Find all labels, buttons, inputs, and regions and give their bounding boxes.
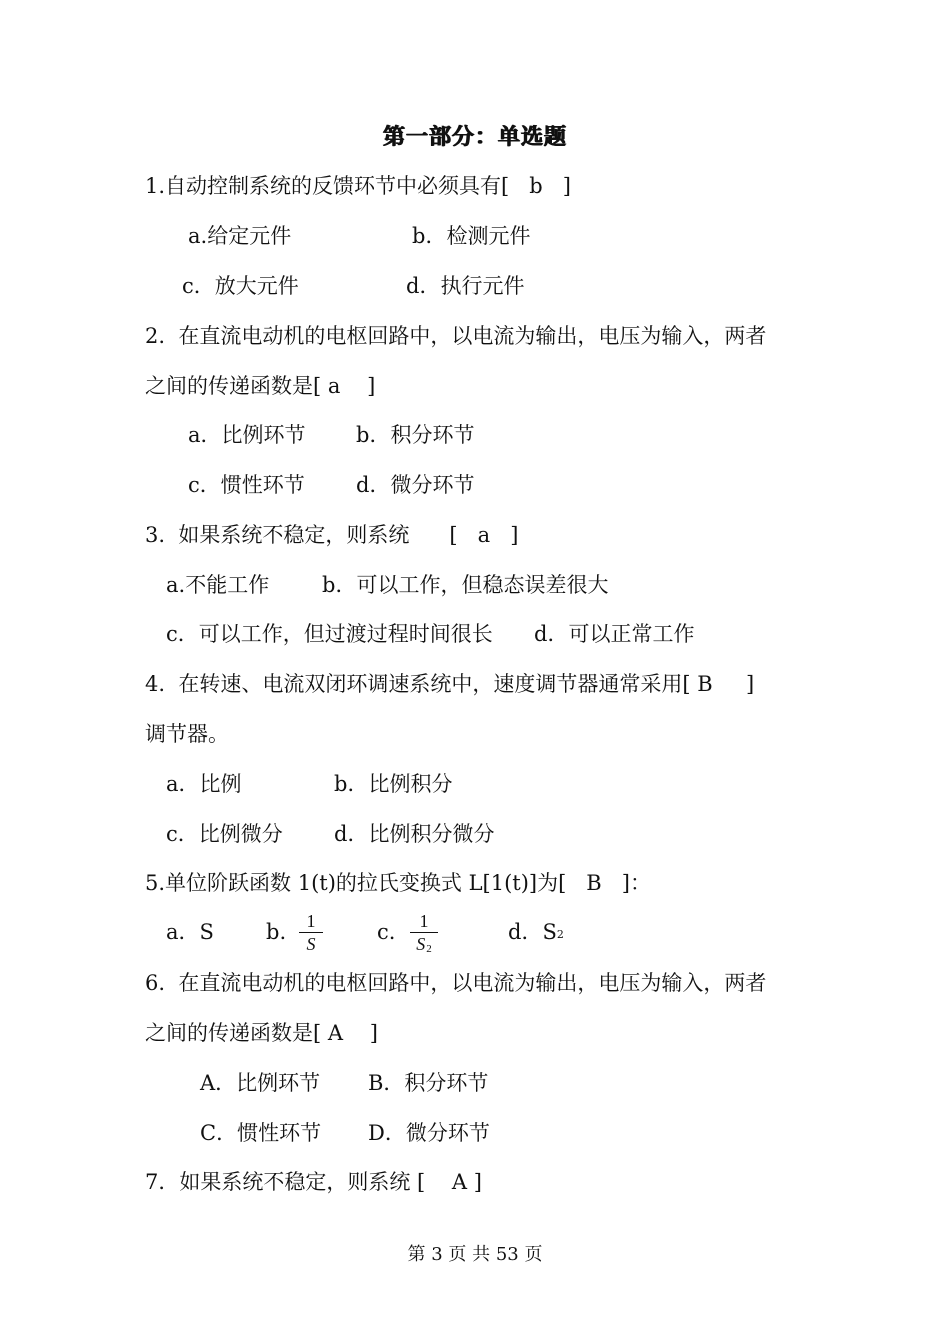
fraction-denominator: S xyxy=(306,934,316,954)
denominator-base: S xyxy=(416,934,426,954)
question-6-option-c: C．惯性环节 xyxy=(200,1121,322,1145)
page-number-footer: 第 3 页 共 53 页 xyxy=(407,1244,543,1265)
question-4-stem-line-2: 调节器。 xyxy=(145,722,229,746)
question-6-option-b: B．积分环节 xyxy=(368,1071,489,1095)
question-2-option-c: c．惯性环节 xyxy=(188,473,305,497)
question-2-option-a: a．比例环节 xyxy=(188,423,306,447)
question-5-option-d-base: d．S xyxy=(508,920,557,944)
question-1-option-b: b．检测元件 xyxy=(412,224,531,248)
question-2-option-d: d．微分环节 xyxy=(356,473,475,497)
question-3-option-c: c．可以工作，但过渡过程时间很长 xyxy=(166,622,493,646)
fraction-denominator xyxy=(410,933,438,958)
question-6-stem-line-1: 6. 在直流电动机的电枢回路中，以电流为输出，电压为输入，两者 xyxy=(145,971,767,995)
question-4-option-c: c．比例微分 xyxy=(166,822,283,846)
question-2-stem-line-2: 之间的传递函数是[ a ] xyxy=(145,374,376,398)
question-6-option-a: A．比例环节 xyxy=(200,1071,321,1095)
question-2-option-b: b．积分环节 xyxy=(356,423,475,447)
question-1-stem: 1.自动控制系统的反馈环节中必须具有[ b ] xyxy=(145,174,571,198)
question-5-option-b-label: b. xyxy=(266,920,287,944)
question-1-option-a: a.给定元件 xyxy=(188,224,292,248)
denominator-exponent: 2 xyxy=(426,943,432,955)
fraction-numerator: 1 xyxy=(306,911,316,931)
question-5-option-d xyxy=(508,918,564,949)
question-4-stem-line-1: 4. 在转速、电流双闭环调速系统中，速度调节器通常采用[ B ] xyxy=(145,672,755,696)
question-5-option-d-exponent: 2 xyxy=(556,928,564,941)
question-3-option-a: a.不能工作 xyxy=(166,573,270,597)
question-7-stem: 7．如果系统不稳定，则系统 [ A ] xyxy=(145,1170,482,1194)
question-4-option-b: b．比例积分 xyxy=(334,772,453,796)
question-1-option-c: c．放大元件 xyxy=(182,274,299,298)
question-4-option-d: d．比例积分微分 xyxy=(334,822,495,846)
question-5-option-c-label: c. xyxy=(377,920,396,944)
question-3-option-b: b．可以工作，但稳态误差很大 xyxy=(322,573,609,597)
question-2-stem-line-1: 2. 在直流电动机的电枢回路中，以电流为输出，电压为输入，两者 xyxy=(145,324,767,348)
question-3-option-d: d．可以正常工作 xyxy=(534,622,695,646)
question-6-stem-line-2: 之间的传递函数是[ A ] xyxy=(145,1021,378,1045)
fraction-one-over-s-squared xyxy=(410,912,438,958)
question-5-option-a: a．S xyxy=(166,920,214,944)
question-6-option-d: D．微分环节 xyxy=(368,1121,490,1145)
fraction-one-over-s xyxy=(299,912,323,953)
section-title: 第一部分：单选题 xyxy=(382,124,567,150)
question-1-option-d: d．执行元件 xyxy=(406,274,525,298)
question-3-stem: 3. 如果系统不稳定，则系统 [ a ] xyxy=(145,523,519,547)
fraction-numerator: 1 xyxy=(419,911,429,931)
question-4-option-a: a．比例 xyxy=(166,772,242,796)
question-5-stem: 5.单位阶跃函数 1(t)的拉氏变换式 L[1(t)]为[ B ]： xyxy=(145,871,651,895)
